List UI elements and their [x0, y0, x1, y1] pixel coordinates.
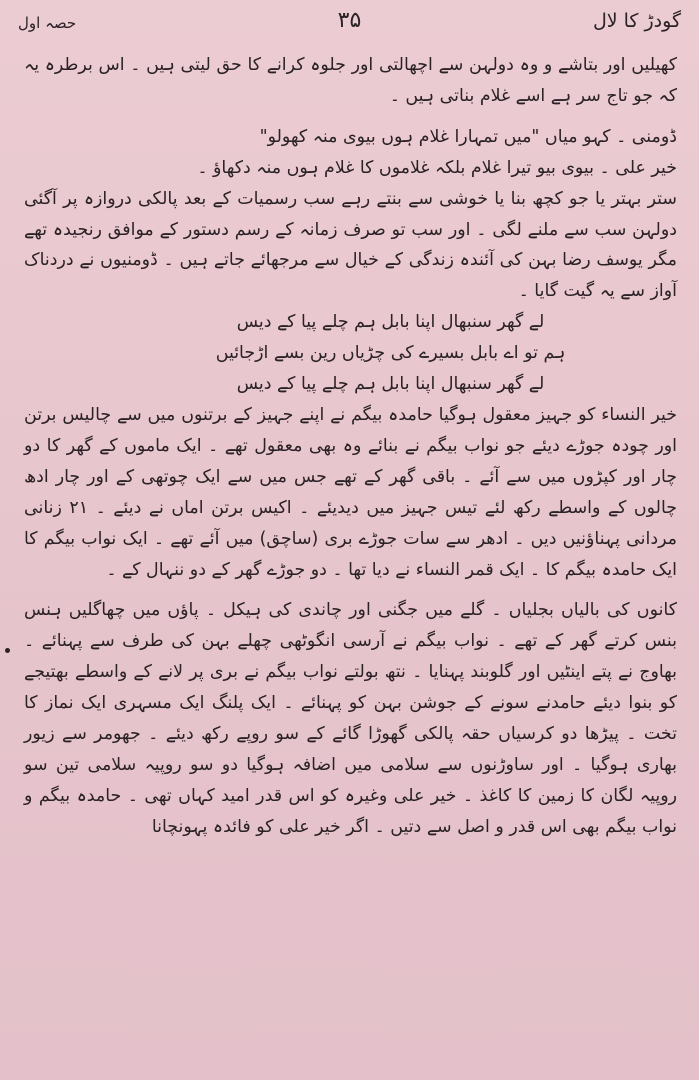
book-title: گودڑ کا لال: [592, 10, 681, 32]
paragraph-4: ستر بہتر یا جو کچھ بنا یا خوشی سے بنتے رہے سب رسمیات کے بعد پالکی دروازہ پر آگئی دولہن سب سے ملنے لگی ۔ اور سب تو صرف زمانہ کے رسم دستور کے موافق رنجیدہ تھے مگر یوسف رضا بہن کی آئندہ زندگی کے خیال سے مرجھائے جاتے ہیں ۔ ڈومنیوں نے دردناک آواز سے یہ گیت گایا ۔: [24, 188, 677, 302]
part-label: حصہ اول: [18, 14, 77, 32]
paragraph-5: خیر النساء کو جہیز معقول ہوگیا حامدہ بیگم نے اپنے جہیز کے برتنوں میں سے چالیس برتن اور چودہ جوڑے دیئے جو نواب بیگم نے بنائے وہ بھی معقول تھے ۔ ایک ماموں کے گھر کا دو چار اور کپڑوں میں سے آئے ۔ باقی گھر کے تھے جس میں سے ایک چوتھی کے اور چار ادھ چالوں کے واسطے رکھ لئے تیس جہیز میں دیدیئے ۔ اکیس برتن اماں نے دیئے ۔ ۲۱ زنانی مردانی پہناؤنیں دیں ۔ ادھر سے سات جوڑے بری (ساچق) میں آئے تھے ۔ ایک نواب بیگم کا ایک حامدہ بیگم کا ۔ ایک قمر النساء نے دیا تھا ۔ دو جوڑے گھر کے دو ننہال کے ۔: [24, 404, 677, 580]
page-header: [18, 6, 681, 42]
paragraph-6: کانوں کی بالیاں بجلیاں ۔ گلے میں جگنی اور چاندی کی ہیکل ۔ پاؤں میں چھاگلیں ہنس بنس کرتے گھر کے تھے ۔ نواب بیگم نے آرسی انگوٹھی چھلے بہن کی طرف سے پہنائے ۔ بھاوج نے پتے اینٹیں اور گلوبند پہنایا ۔ نتھ بولتے نواب بیگم نے بری پر لانے کے واسطے بھتیجے کو بنوا دیئے حامدنے سونے کے جوشن بہن کو پہنائے ۔ ایک پلنگ ایک مسہری ایک نماز کا تخت ۔ پیڑھا دو کرسیاں حقہ پالکی گھوڑا گائے کے سو روپے رکھ دیئے ۔ جھومر سے زیور بھاری ہوگیا ۔ اور ساوڑنوں سے سلامی میں اضافہ ہوگیا دو سو روپیہ سلامی تین سو روپیہ لگان کا زمین کا کاغذ ۔ خیر علی وغیرہ کو اس قدر امید کہاں تھی ۔ حامدہ بیگم و نواب بیگم بھی اس قدر و اصل سے دتیں ۔ اگر خیر علی کو فائدہ پہونچانا: [24, 600, 677, 837]
ink-dot: [5, 648, 10, 653]
spacer: [24, 585, 677, 595]
paragraph-3: خیر علی ۔ بیوی بیو تیرا غلام بلکہ غلاموں کا غلام ہوں منہ دکھاؤ ۔: [197, 157, 677, 178]
paragraph-1: کھیلیں اور بتاشے و وہ دولہن سے اچھالتی اور جلوہ کرانے کا حق لیتی ہیں ۔ اس برطرہ یہ کہ جو تاج سر ہے اسے غلام بناتی ہیں ۔: [24, 55, 677, 106]
spacer: [24, 112, 677, 122]
verse-line-1: لے گھر سنبھال اپنا بابل ہم چلے پیا کے دیس: [236, 312, 545, 333]
verse-line-3: لے گھر سنبھال اپنا بابل ہم چلے پیا کے دیس: [236, 374, 545, 395]
page-body: [24, 50, 677, 843]
verse-line-2: ہم تو اے بابل بسیرے کی چڑیاں رین بسے اڑجائیں: [215, 343, 566, 364]
page-number: ۳۵: [337, 8, 362, 33]
paragraph-2: ڈومنی ۔ کہو میاں "میں تمہارا غلام ہوں بیوی منہ کھولو": [259, 126, 677, 147]
